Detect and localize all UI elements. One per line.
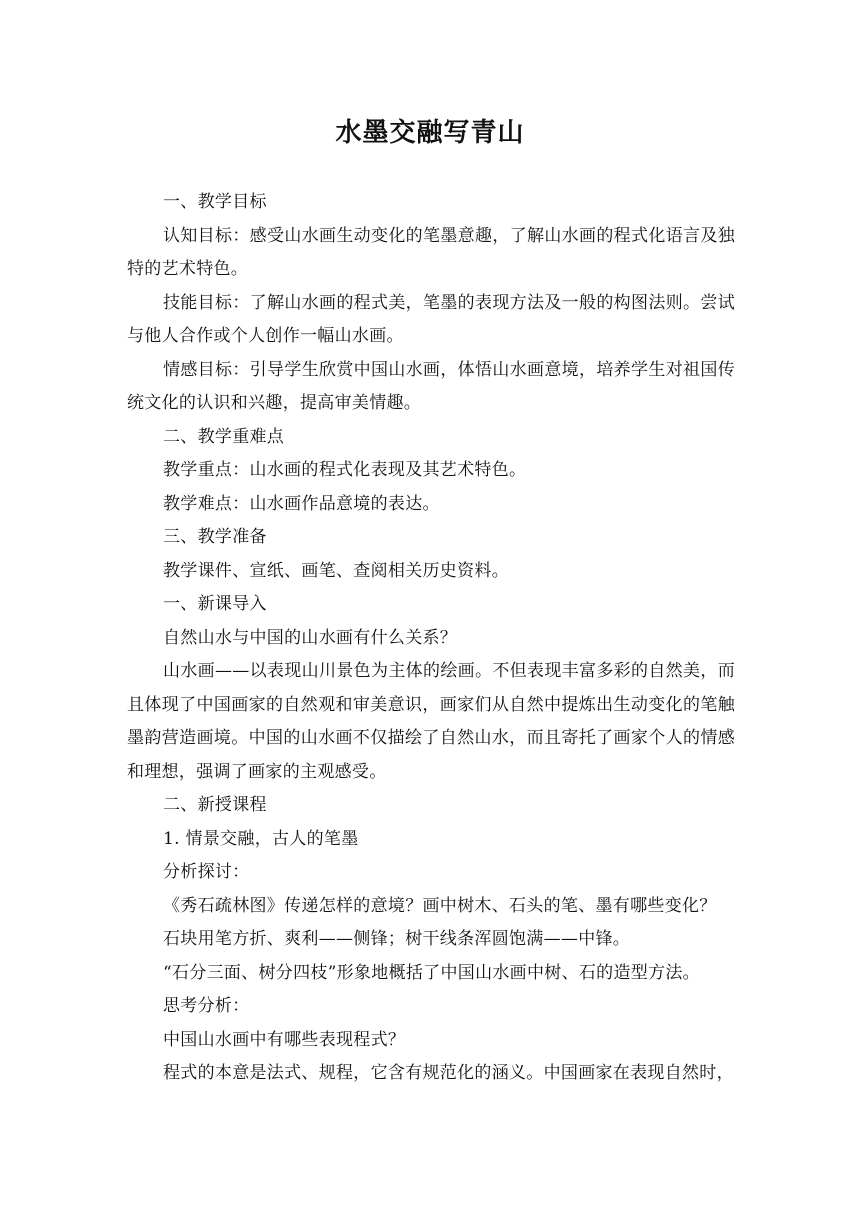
heading-preparation: 三、教学准备 (163, 527, 267, 547)
paragraph-program-definition: 程式的本意是法式、规程，它含有规范化的涵义。中国画家在表现自然时， (163, 1063, 734, 1083)
heading-key-points: 二、教学重难点 (163, 426, 285, 447)
paragraph-landscape-painting: 山水画——以表现山川景色为主体的绘画。不但表现丰富多彩的自然美，而且体现了中国画家的自然观和审美意识，画家们从自然中提炼出生动变化的笔触墨韵营造画境。中国的山水画不仅描绘了自然山水，而且寄托了画家个人的情感和理想，强调了画家的主观感受。 (127, 661, 735, 782)
paragraph-key-point: 教学重点：山水画的程式化表现及其艺术特色。 (163, 460, 527, 480)
document-title: 水墨交融写青山 (335, 118, 525, 148)
paragraph-program-question: 中国山水画中有哪些表现程式？ (163, 1029, 406, 1050)
paragraph-stone-tree-method: “石分三面、树分四枝”形象地概括了中国山水画中树、石的造型方法。 (163, 962, 700, 983)
paragraph-brush-technique: 石块用笔方折、爽利——侧锋；树干线条浑圆饱满——中锋。 (163, 929, 631, 949)
paragraph-skill-objective: 技能目标：了解山水画的程式美，笔墨的表现方法及一般的构图法则。尝试与他人合作或个人创作一幅山水画。 (127, 292, 735, 346)
paragraph-painting-question: 《秀石疏林图》传递怎样的意境？画中树木、石头的笔、墨有哪些变化？ (163, 895, 717, 916)
paragraph-introduction-question: 自然山水与中国的山水画有什么关系？ (163, 627, 458, 648)
subheading-ancient-brushwork: 1. 情景交融，古人的笔墨 (163, 828, 359, 849)
paragraph-emotional-objective: 情感目标：引导学生欣赏中国山水画，体悟山水画意境，培养学生对祖国传统文化的认识和兴趣，提高审美情趣。 (127, 359, 735, 413)
document-body (127, 186, 735, 1091)
paragraph-thinking-label: 思考分析： (163, 996, 250, 1016)
paragraph-preparation: 教学课件、宣纸、画笔、查阅相关历史资料。 (163, 560, 509, 581)
paragraph-difficult-point: 教学难点：山水画作品意境的表达。 (163, 493, 440, 514)
heading-teaching-objectives: 一、教学目标 (163, 192, 267, 212)
paragraph-analysis-label: 分析探讨： (163, 862, 250, 882)
heading-introduction: 一、新课导入 (163, 594, 267, 614)
paragraph-cognitive-objective: 认知目标：感受山水画生动变化的笔墨意趣，了解山水画的程式化语言及独特的艺术特色。 (127, 225, 735, 279)
heading-new-lesson: 二、新授课程 (163, 795, 267, 815)
